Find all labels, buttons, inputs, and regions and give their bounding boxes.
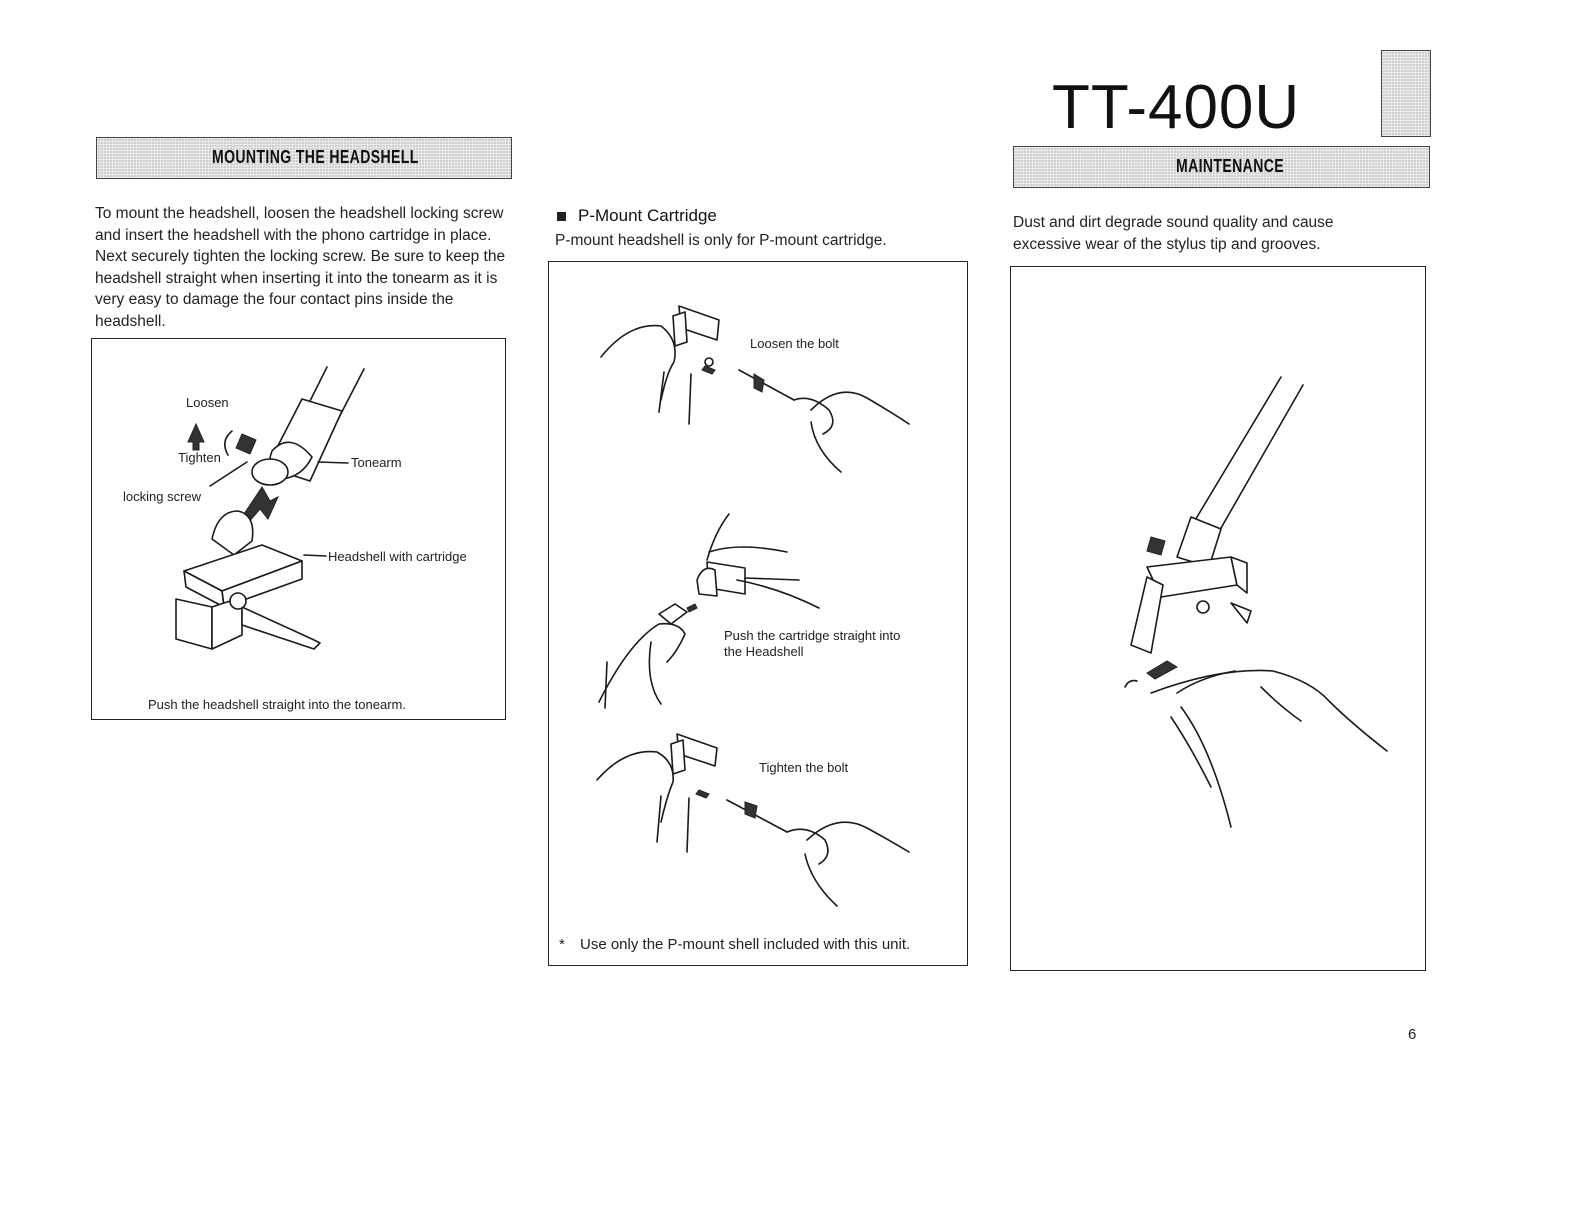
p-mount-description: P-mount headshell is only for P-mount cartridge. xyxy=(555,232,887,249)
mounting-instructions: To mount the headshell, loosen the headshell locking screw and insert the headshell with the phono cartridge in place. Next securely tighten the locking screw. Be sure to keep the headshell straight when inserting it into the tonearm as it is very easy to damage the four contact pins inside the headshell. xyxy=(95,205,506,330)
p-mount-note: Use only the P-mount shell included with this unit. xyxy=(580,936,911,953)
label-loosen-the-bolt: Loosen the bolt xyxy=(750,336,839,351)
step1-drawing xyxy=(601,306,909,472)
step3-drawing xyxy=(597,734,909,906)
page-number: 6 xyxy=(1408,1026,1417,1043)
label-locking-screw: locking screw xyxy=(123,489,202,504)
p-mount-figure xyxy=(548,261,968,966)
note-asterisk: * xyxy=(559,936,565,953)
section-title-maintenance: MAINTENANCE xyxy=(1176,156,1285,176)
label-tighten-the-bolt: Tighten the bolt xyxy=(759,760,849,775)
label-headshell-with-cartridge: Headshell with cartridge xyxy=(328,549,467,564)
stylus-cleaning-illustration xyxy=(1011,267,1425,970)
label-tighten: Tighten xyxy=(178,450,221,465)
section-header-bar-maintenance xyxy=(1013,146,1430,188)
p-mount-steps-illustration xyxy=(549,262,967,965)
headshell-illustration xyxy=(92,339,505,719)
step2-drawing xyxy=(599,514,819,708)
label-push-cartridge: Push the cartridge straight into the Headshell xyxy=(724,628,901,659)
bullet-square-icon xyxy=(557,212,566,221)
p-mount-heading: P-Mount Cartridge xyxy=(578,206,717,225)
section-header-bar-mounting xyxy=(96,137,512,179)
label-loosen: Loosen xyxy=(186,395,229,410)
section-title-mounting: MOUNTING THE HEADSHELL xyxy=(212,147,419,167)
stylus-cleaning-figure xyxy=(1010,266,1426,971)
headshell-figure xyxy=(91,338,506,720)
model-badge-block xyxy=(1381,50,1431,137)
label-tonearm: Tonearm xyxy=(351,455,402,470)
maintenance-description: Dust and dirt degrade sound quality and cause excessive wear of the stylus tip and grooves. xyxy=(1013,214,1334,253)
figure-caption-push-headshell: Push the headshell straight into the tonearm. xyxy=(148,697,406,712)
model-name: TT-400U xyxy=(1052,73,1301,142)
